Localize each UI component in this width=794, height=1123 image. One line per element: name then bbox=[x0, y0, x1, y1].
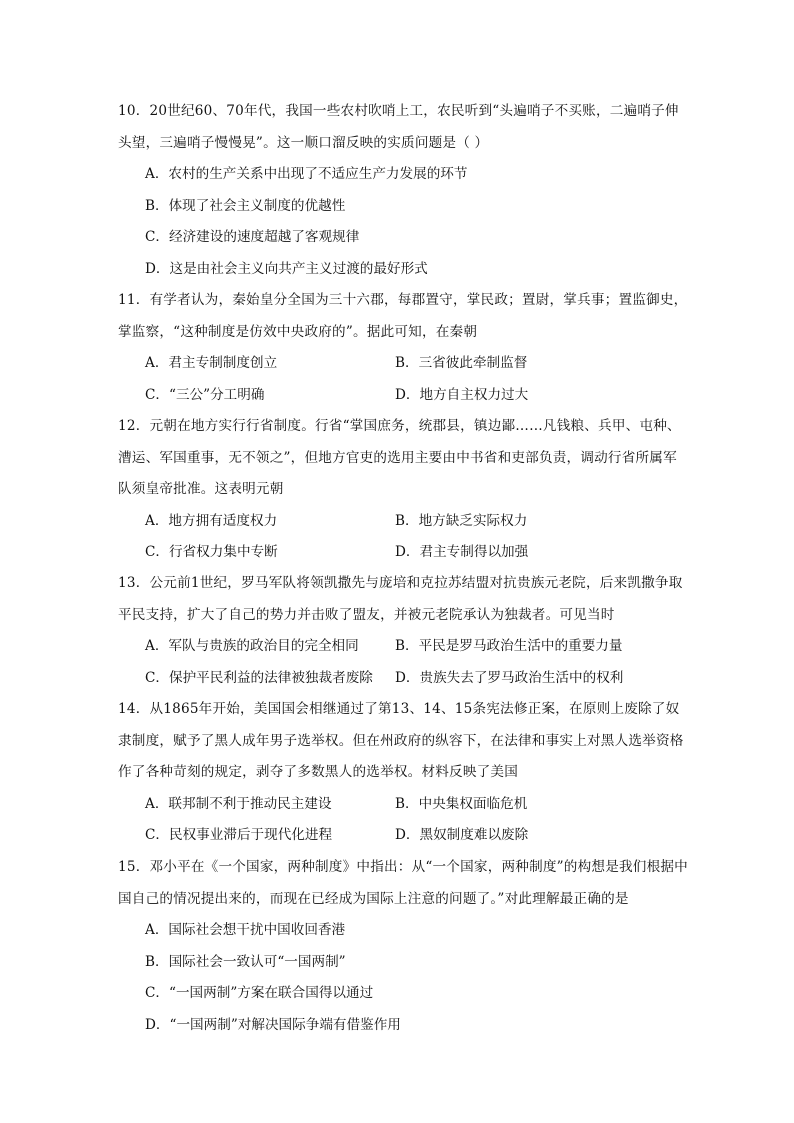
option-b[interactable]: B．体现了社会主义制度的优越性 bbox=[145, 197, 346, 214]
option-a[interactable]: A．君主专制制度创立 bbox=[145, 355, 278, 371]
question-13 bbox=[118, 568, 688, 694]
question-stem: 15．邓小平在《一个国家，两种制度》中指出：从“一个国家，两种制度”的构想是我们根据中国自己的情况提出来的，而现在已经成为国际上注意的问题了。”对此理解最正确的是 bbox=[118, 859, 688, 907]
question-stem: 11．有学者认为，秦始皇分全国为三十六郡，每郡置守，掌民政；置尉，掌兵事；置监御史，掌监察，“这种制度是仿效中央政府的”。据此可知，在秦朝 bbox=[118, 292, 688, 340]
option-b[interactable]: B．地方缺乏实际权力 bbox=[395, 512, 528, 529]
question-14 bbox=[118, 694, 688, 852]
option-d[interactable]: D．地方自主权力过大 bbox=[395, 386, 529, 403]
question-stem: 12．元朝在地方实行行省制度。行省“掌国庶务，统郡县，镇边鄙……凡钱粮、兵甲、屯种、漕运、军国重事，无不领之”，但地方官吏的选用主要由中书省和吏部负责，调动行省所属军队须皇帝批准。这表明元朝 bbox=[118, 418, 681, 497]
question-11 bbox=[118, 285, 688, 411]
question-stem: 14．从1865年开始，美国国会相继通过了第13、14、15条宪法修正案，在原则上废除了奴隶制度，赋予了黑人成年男子选举权。但在州政府的纵容下，在法律和事实上对黑人选举资格作了各种苛刻的规定，剥夺了多数黑人的选举权。材料反映了美国 bbox=[118, 701, 684, 780]
option-d[interactable]: D．这是由社会主义向共产主义过渡的最好形式 bbox=[145, 260, 428, 277]
question-12 bbox=[118, 411, 688, 569]
option-list bbox=[145, 789, 688, 852]
option-list bbox=[145, 631, 688, 694]
option-c[interactable]: C．经济建设的速度超越了客观规律 bbox=[145, 229, 360, 245]
option-list bbox=[145, 348, 688, 411]
question-15 bbox=[118, 852, 688, 1041]
option-c[interactable]: C．民权事业滞后于现代化进程 bbox=[145, 827, 333, 843]
option-list bbox=[145, 915, 688, 1041]
option-d[interactable]: D．黑奴制度难以废除 bbox=[395, 827, 529, 843]
option-c[interactable]: C．“一国两制”方案在联合国得以通过 bbox=[145, 985, 374, 1001]
question-10 bbox=[118, 96, 688, 285]
option-a[interactable]: A．地方拥有适度权力 bbox=[145, 512, 278, 529]
option-a[interactable]: A．农村的生产关系中出现了不适应生产力发展的环节 bbox=[145, 166, 468, 182]
option-list bbox=[145, 506, 688, 569]
option-b[interactable]: B．平民是罗马政治生活中的重要力量 bbox=[395, 638, 623, 654]
question-stem: 10．20世纪60、70年代，我国一些农村吹哨上工，农民听到“头遍哨子不买账，二遍哨子伸头望，三遍哨子慢慢晃”。这一顺口溜反映的实质问题是（ ） bbox=[118, 103, 679, 151]
option-b[interactable]: B．中央集权面临危机 bbox=[395, 795, 528, 812]
question-stem: 13．公元前1世纪，罗马军队将领凯撒先与庞培和克拉苏结盟对抗贵族元老院，后来凯撒争取平民支持，扩大了自己的势力并击败了盟友，并被元老院承认为独裁者。可见当时 bbox=[118, 575, 683, 623]
option-b[interactable]: B．三省彼此牵制监督 bbox=[395, 355, 528, 371]
option-c[interactable]: C．行省权力集中专断 bbox=[145, 544, 278, 560]
option-a[interactable]: A．联邦制不利于推动民主建设 bbox=[145, 795, 332, 812]
option-c[interactable]: C．“三公”分工明确 bbox=[145, 386, 265, 403]
option-a[interactable]: A．国际社会想干扰中国收回香港 bbox=[145, 922, 346, 938]
option-b[interactable]: B．国际社会一致认可“一国两制” bbox=[145, 953, 346, 970]
option-list bbox=[145, 159, 688, 285]
option-c[interactable]: C．保护平民利益的法律被独裁者废除 bbox=[145, 669, 373, 686]
option-d[interactable]: D．贵族失去了罗马政治生活中的权利 bbox=[395, 669, 624, 686]
option-d[interactable]: D．君主专制得以加强 bbox=[395, 544, 529, 560]
option-a[interactable]: A．军队与贵族的政治目的完全相同 bbox=[145, 638, 359, 654]
option-d[interactable]: D．“一国两制”对解决国际争端有借鉴作用 bbox=[145, 1016, 401, 1033]
